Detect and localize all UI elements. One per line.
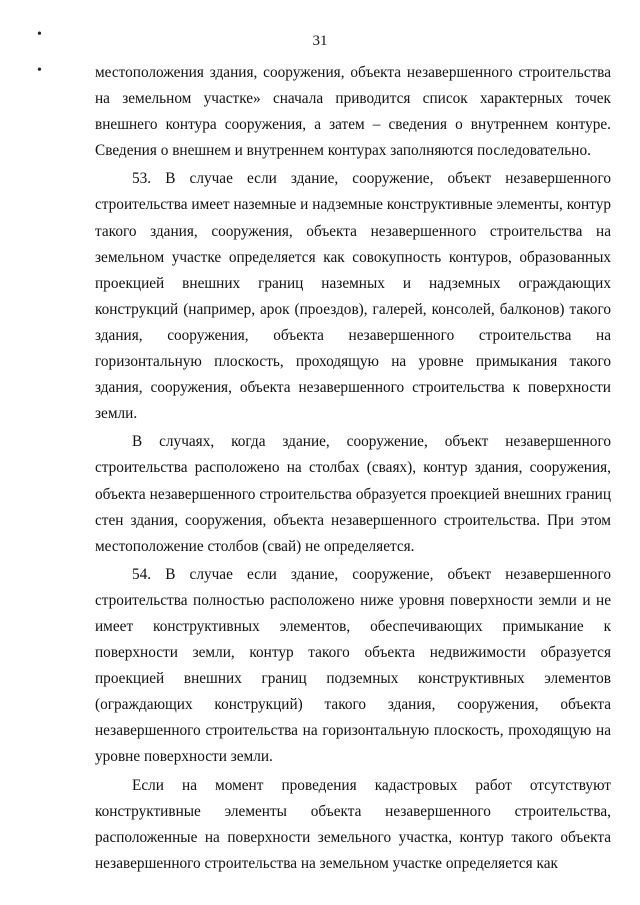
document-body [95,60,611,877]
page-number: 31 [312,33,328,49]
scan-mark: • [37,27,42,42]
paragraph-53: 53. В случае если здание, сооружение, объект незавершенного строительства имеет наземные и надземные конструктивные элементы, контур такого здания, сооружения, объекта незавершенного строительства на земельном участке определяется как совокупность контуров, образованных проекцией внешних границ наземных и надземных ограждающих конструкций (например, арок (проездов), галерей, консолей, балконов) такого здания, сооружения, объекта незавершенного строительства на горизонтальную плоскость, проходящую на уровне примыкания такого здания, сооружения, объекта незавершенного строительства к поверхности земли. [95,170,611,423]
paragraph-54: 54. В случае если здание, сооружение, объект незавершенного строительства полностью расположено ниже уровня поверхности земли и не имеет конструктивных элементов, обеспечивающих примыкание к поверхности земли, контур такого объекта недвижимости образуется проекцией внешних границ подземных конструктивных элементов (ограждающих конструкций) такого здания, сооружения, объекта незавершенного строительства на горизонтальную плоскость, проходящую на уровне поверхности земли. [95,565,611,766]
scan-mark: • [37,63,42,78]
paragraph-no-elements: Если на момент проведения кадастровых работ отсутствуют конструктивные элементы объекта незавершенного строительства, расположенные на поверхности земельного участка, контур такого объекта незавершенного строительства на земельном участке определяется как [95,776,611,872]
paragraph-continuation: местоположения здания, сооружения, объекта незавершенного строительства на земельном участке» сначала приводится список характерных точек внешнего контура сооружения, а затем – сведения о внутреннем контуре. Сведения о внешнем и внутреннем контурах заполняются последовательно. [95,64,611,160]
paragraph-piles: В случаях, когда здание, сооружение, объект незавершенного строительства расположено на столбах (сваях), контур здания, сооружения, объекта незавершенного строительства образуется проекцией внешних границ стен здания, сооружения, объекта незавершенного строительства. При этом местоположение столбов (свай) не определяется. [95,433,611,555]
